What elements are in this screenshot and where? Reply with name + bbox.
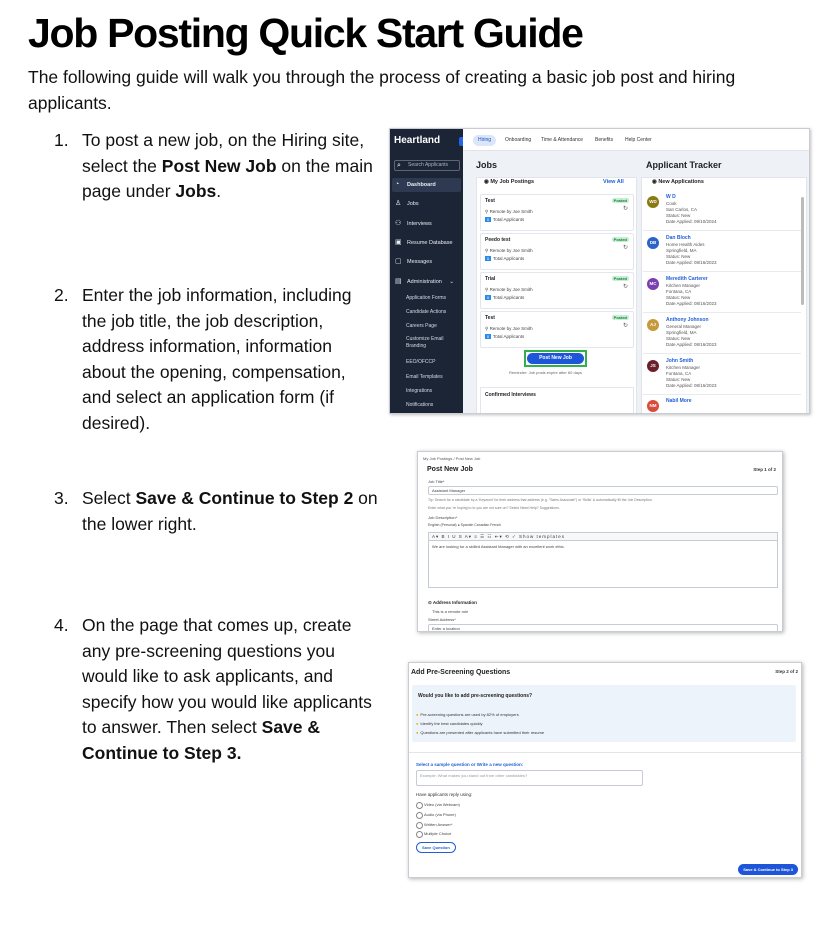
brand-logo: Heartland [394, 135, 441, 146]
history-icon: ↻ [622, 323, 628, 329]
job-card[interactable]: Peedo test Posted ↻ ⚲ Remote by Joe Smith 0 Total Applicants [480, 233, 634, 270]
job-title-label: Job Title* [428, 479, 445, 484]
tab-hiring[interactable]: Hiring [473, 135, 496, 146]
location-text: ⚲ Remote by Joe Smith [485, 248, 533, 253]
sidebar-item-dashboard[interactable]: ◔ Dashboard [392, 178, 461, 192]
divider [409, 752, 801, 753]
job-card[interactable]: Test Posted ↻ ⚲ Remote by Joe Smith 0 Total Applicants [480, 311, 634, 348]
subnav-item[interactable]: Email Templates [406, 374, 443, 380]
info-bullet: ● Identify the best candidates quickly [416, 721, 483, 726]
pre-screening-screenshot [408, 662, 802, 878]
step-text: Enter the job information, including the job title, the job description, address information, information about the opening, compensation, and select an application form (if desired). [82, 285, 352, 433]
breadcrumb[interactable]: My Job Postings / Post New Job [423, 456, 481, 461]
description-label: Job Description* [428, 515, 458, 520]
subnav-item[interactable]: Notifications [406, 402, 434, 408]
bold-term: Post New Job [161, 155, 277, 176]
applicant-row[interactable]: JS John Smith Kitchen Manager Fontana, CA Status: New Date Applied: 08/16/2023 [643, 355, 801, 395]
status-badge: Posted [613, 198, 627, 203]
bold-term: Jobs [175, 181, 217, 201]
history-icon: ↻ [622, 284, 628, 290]
info-bullet: ● Pre-screening questions are used by 82% of employers [416, 712, 519, 717]
sample-question-link[interactable]: Select a sample question or Write a new question: [416, 762, 524, 767]
tracker-heading: Applicant Tracker [646, 160, 722, 170]
step-4 [54, 613, 384, 766]
confirmed-interviews-panel: Confirmed Interviews [480, 387, 634, 414]
avatar: DB [647, 237, 659, 249]
form-heading: Add Pre-Screening Questions [411, 669, 511, 676]
pin-icon: ⚲ [485, 248, 489, 253]
street-label: Street Address* [428, 617, 456, 622]
job-card[interactable]: Test Posted ↻ ⚲ Remote by Joe Smith 0 Total Applicants [480, 194, 634, 231]
post-new-job-screenshot [417, 451, 783, 632]
tab-time-attendance[interactable]: Time & Attendance [541, 137, 584, 143]
sidebar-item-resume-database[interactable]: ▣ Resume Database [392, 236, 461, 250]
people-icon: ⚇ [395, 220, 402, 227]
post-new-job-button[interactable]: Post New Job [527, 353, 584, 364]
view-all-link[interactable]: View All [603, 179, 624, 185]
applicant-count: 0 Total Applicants [486, 295, 525, 300]
sidebar-item-interviews[interactable]: ⚇ Interviews [392, 217, 461, 231]
avatar: MC [647, 278, 659, 290]
job-card[interactable]: Trial Posted ↻ ⚲ Remote by Joe Smith 0 Total Applicants [480, 272, 634, 309]
answer-type-label: Have applicants reply using: [416, 792, 473, 797]
my-postings-heading: ◉ My Job Postings [484, 179, 535, 185]
answer-option[interactable]: Written Answer* [416, 822, 452, 827]
history-icon: ↻ [622, 206, 628, 212]
save-question-button[interactable]: Save Question [416, 842, 456, 853]
description-editor[interactable]: We are looking for a skilled Assistant Manager with an excellent work ethic. [428, 541, 778, 588]
step-1 [54, 128, 374, 205]
step-indicator: Step 2 of 2 [775, 669, 798, 674]
sidebar-item-administration[interactable]: ▤ Administration ⌄ [392, 275, 461, 289]
inbox-icon: ◉ [652, 179, 659, 185]
step-3 [54, 486, 404, 537]
step-indicator: Step 1 of 2 [753, 467, 776, 472]
new-applications-heading: ◉ New Applications [652, 179, 704, 185]
page-title: Job Posting Quick Start Guide [28, 10, 583, 56]
avatar: WD [647, 196, 659, 208]
intro-text: The following guide will walk you through the process of creating a basic job post and hiring applicants. [28, 67, 736, 113]
step-text: Select Save & Continue to Step 2 on the lower right. [82, 488, 378, 534]
applicant-count: 0 Total Applicants [486, 334, 525, 339]
step-number: 3. [54, 488, 69, 508]
search-icon: ⌕ [397, 162, 401, 169]
subnav-item[interactable]: Candidate Actions [406, 309, 447, 315]
pin-icon: ⚲ [485, 209, 489, 214]
database-icon: ▣ [395, 239, 402, 246]
dashboard-screenshot [389, 128, 810, 414]
subnav-item[interactable]: Application Forms [406, 295, 447, 301]
status-badge: Posted [613, 276, 627, 281]
applicant-row[interactable]: DB Dan Bloch Home Health Aides Springfield, MA Status: New Date Applied: 08/16/2023 [643, 232, 801, 272]
avatar: AJ [647, 319, 659, 331]
tab-benefits[interactable]: Benefits [595, 137, 614, 143]
bullet-icon: ● [416, 730, 419, 735]
sidebar-item-jobs[interactable]: ♙ Jobs [392, 197, 461, 211]
subnav-item[interactable]: Integrations [406, 388, 433, 394]
step-text: To post a new job, on the Hiring site, select the Post New Job on the main page under Jobs. [82, 130, 373, 201]
bold-term: Save & Continue to Step 3. [82, 717, 321, 763]
step-text: On the page that comes up, create any pre-screening questions you would like to ask applicants, and specify how you would like applicants to answer. Then select Save & Continue to Step 3. [82, 615, 372, 763]
top-nav [463, 129, 809, 151]
step-2 [54, 283, 376, 436]
bullet-icon: ● [416, 721, 419, 726]
admin-icon: ▤ [395, 278, 402, 285]
job-title-input[interactable]: Assistant Manager [428, 486, 778, 495]
dashboard-icon: ◔ [395, 181, 400, 188]
avatar: NM [647, 400, 659, 412]
bold-term: Save & Continue to Step 2 [135, 488, 354, 508]
question-input[interactable]: Example: What makes you stand out from other candidates? [416, 770, 643, 786]
info-bullet: ● Questions are presented after applicants have submitted their resume [416, 730, 545, 735]
post-tip: Reminder: Job posts expire after 60 days [509, 370, 582, 375]
tab-onboarding[interactable]: Onboarding [505, 137, 532, 143]
save-continue-button[interactable]: Save & Continue to Step 3 [738, 864, 798, 875]
applicant-row[interactable]: MC Meredith Carterer Kitchen Manager Fontana, CA Status: New Date Applied: 08/16/2023 [643, 273, 801, 313]
answer-option[interactable]: Audio (via Phone) [416, 812, 456, 817]
form-heading: Post New Job [427, 466, 473, 473]
history-icon: ↻ [622, 245, 628, 251]
chevron-down-icon: ⌄ [449, 279, 454, 285]
hint-text: Tip: Search for a candidate by a 'Keyword' for their address that address (e.g. "Sales Associate") or 'Skills' & automatically fill the Job Description. [428, 498, 653, 502]
post-new-job-highlight [524, 350, 587, 367]
hint-text: Enter what you 're hoping to to you are not sure on? Select Need Help? Suggestions. [428, 506, 560, 510]
applicant-row[interactable]: AJ Anthony Johnson General Manager Springfield, MA Status: New Date Applied: 08/16/2023 [643, 314, 801, 354]
tab-help-center[interactable]: Help Center [625, 137, 652, 143]
briefcase-icon: ◉ [484, 179, 491, 185]
pin-icon: ⚲ [485, 326, 489, 331]
street-input[interactable]: Enter a location [428, 624, 778, 632]
language-options[interactable]: English (Personal) ● Spanish Canadian French [428, 523, 502, 527]
subnav-item[interactable]: EEO/OFCCP [406, 359, 436, 365]
status-badge: Posted [613, 315, 627, 320]
answer-option[interactable]: Video (via Webcam) [416, 802, 460, 807]
step-number: 2. [54, 285, 69, 305]
prescreen-question: Would you like to add pre-screening questions? [418, 693, 533, 699]
subnav-item[interactable]: Customize Email Branding [406, 336, 444, 349]
avatar: JS [647, 360, 659, 372]
scrollbar[interactable] [801, 197, 804, 305]
remote-checkbox[interactable]: This is a remote role [432, 609, 469, 614]
pin-icon: ⚲ [485, 287, 489, 292]
location-text: ⚲ Remote by Joe Smith [485, 209, 533, 214]
step-number: 4. [54, 615, 69, 635]
jobs-heading: Jobs [476, 160, 498, 170]
location-text: ⚲ Remote by Joe Smith [485, 287, 533, 292]
editor-toolbar[interactable]: A▾ B I U S A▾ ≡ ☰ ☷ ⇤▾ ⟲ ✓ Show templates [428, 532, 778, 541]
address-heading: ⊙ Address Information [428, 600, 477, 605]
sidebar [390, 129, 463, 413]
applicant-row[interactable]: NM Nabil More [643, 395, 801, 414]
chat-icon: ▢ [395, 258, 402, 265]
location-text: ⚲ Remote by Joe Smith [485, 326, 533, 331]
applicant-count: 0 Total Applicants [486, 256, 525, 261]
person-icon: ♙ [395, 200, 402, 207]
applicant-count: 0 Total Applicants [486, 217, 525, 222]
subnav-item[interactable]: Careers Page [406, 323, 437, 329]
answer-option[interactable]: Multiple Choice [416, 831, 451, 836]
search-input[interactable]: ⌕ Search Applicants [394, 160, 460, 171]
applicant-row[interactable]: WD W D Cook San Carlos, CA Status: New Date Applied: 09/10/2024 [643, 191, 801, 231]
bullet-icon: ● [416, 712, 419, 717]
status-badge: Posted [613, 237, 627, 242]
sidebar-item-messages[interactable]: ▢ Messages [392, 255, 461, 269]
step-number: 1. [54, 130, 69, 150]
